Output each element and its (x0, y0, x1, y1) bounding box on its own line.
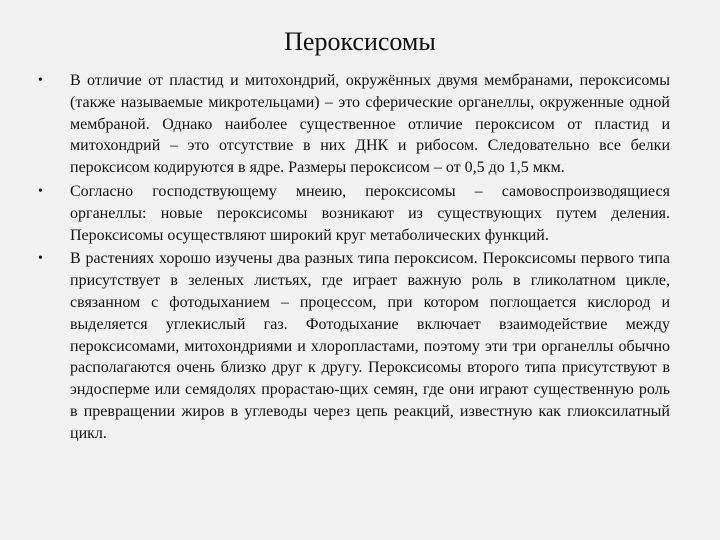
bullet-text-3: В растениях хорошо изучены два разных типа пероксисом. Пероксисомы первого типа присутствует в зеленых листьях, где играет важную роль в гликолатном цикле, связанном с фотодыханием – процессом, при котором поглощается кислород и выделяется углекислый газ. Фотодыхание включает взаимодействие между пероксисомами, митохондриями и хлоропластами, поэтому эти три органеллы обычно располагаются очень близко друг к другу. Пероксисомы второго типа присутствуют в эндосперме или семядолях прорастаю-щих семян, где они играют существенную роль в превращении жиров в углеводы через цепь реакций, известную как глиоксилатный цикл. (70, 250, 670, 442)
bullet-text-1: В отличие от пластид и митохондрий, окружённых двумя мембранами, пероксисомы (также называемые микротельцами) – это сферические органеллы, окруженные одной мембраной. Однако наиболее существенное отличие пероксисом от пластид и митохондрий – это отсутствие в них ДНК и рибосом. Следовательно все белки пероксисом кодируются в ядре. Размеры пероксисом – от 0,5 до 1,5 мкм. (70, 72, 670, 177)
bullet-text-2: Согласно господствующему мнеию, пероксисомы – самовоспроизводящиеся органеллы: новые пероксисомы возникают из существующих путем деления. Пероксисомы осуществляют широкий круг метаболических функций. (70, 182, 670, 244)
slide-title: Пероксисомы (284, 27, 436, 56)
bullet-item-2 (0, 181, 670, 246)
slide-content (0, 70, 720, 447)
bullet-item-3 (0, 248, 670, 444)
bullet-item-1 (0, 70, 670, 179)
bullet-icon: • (38, 73, 43, 88)
bullet-list (0, 70, 720, 445)
bullet-icon: • (38, 183, 43, 199)
bullet-icon: • (38, 251, 43, 267)
